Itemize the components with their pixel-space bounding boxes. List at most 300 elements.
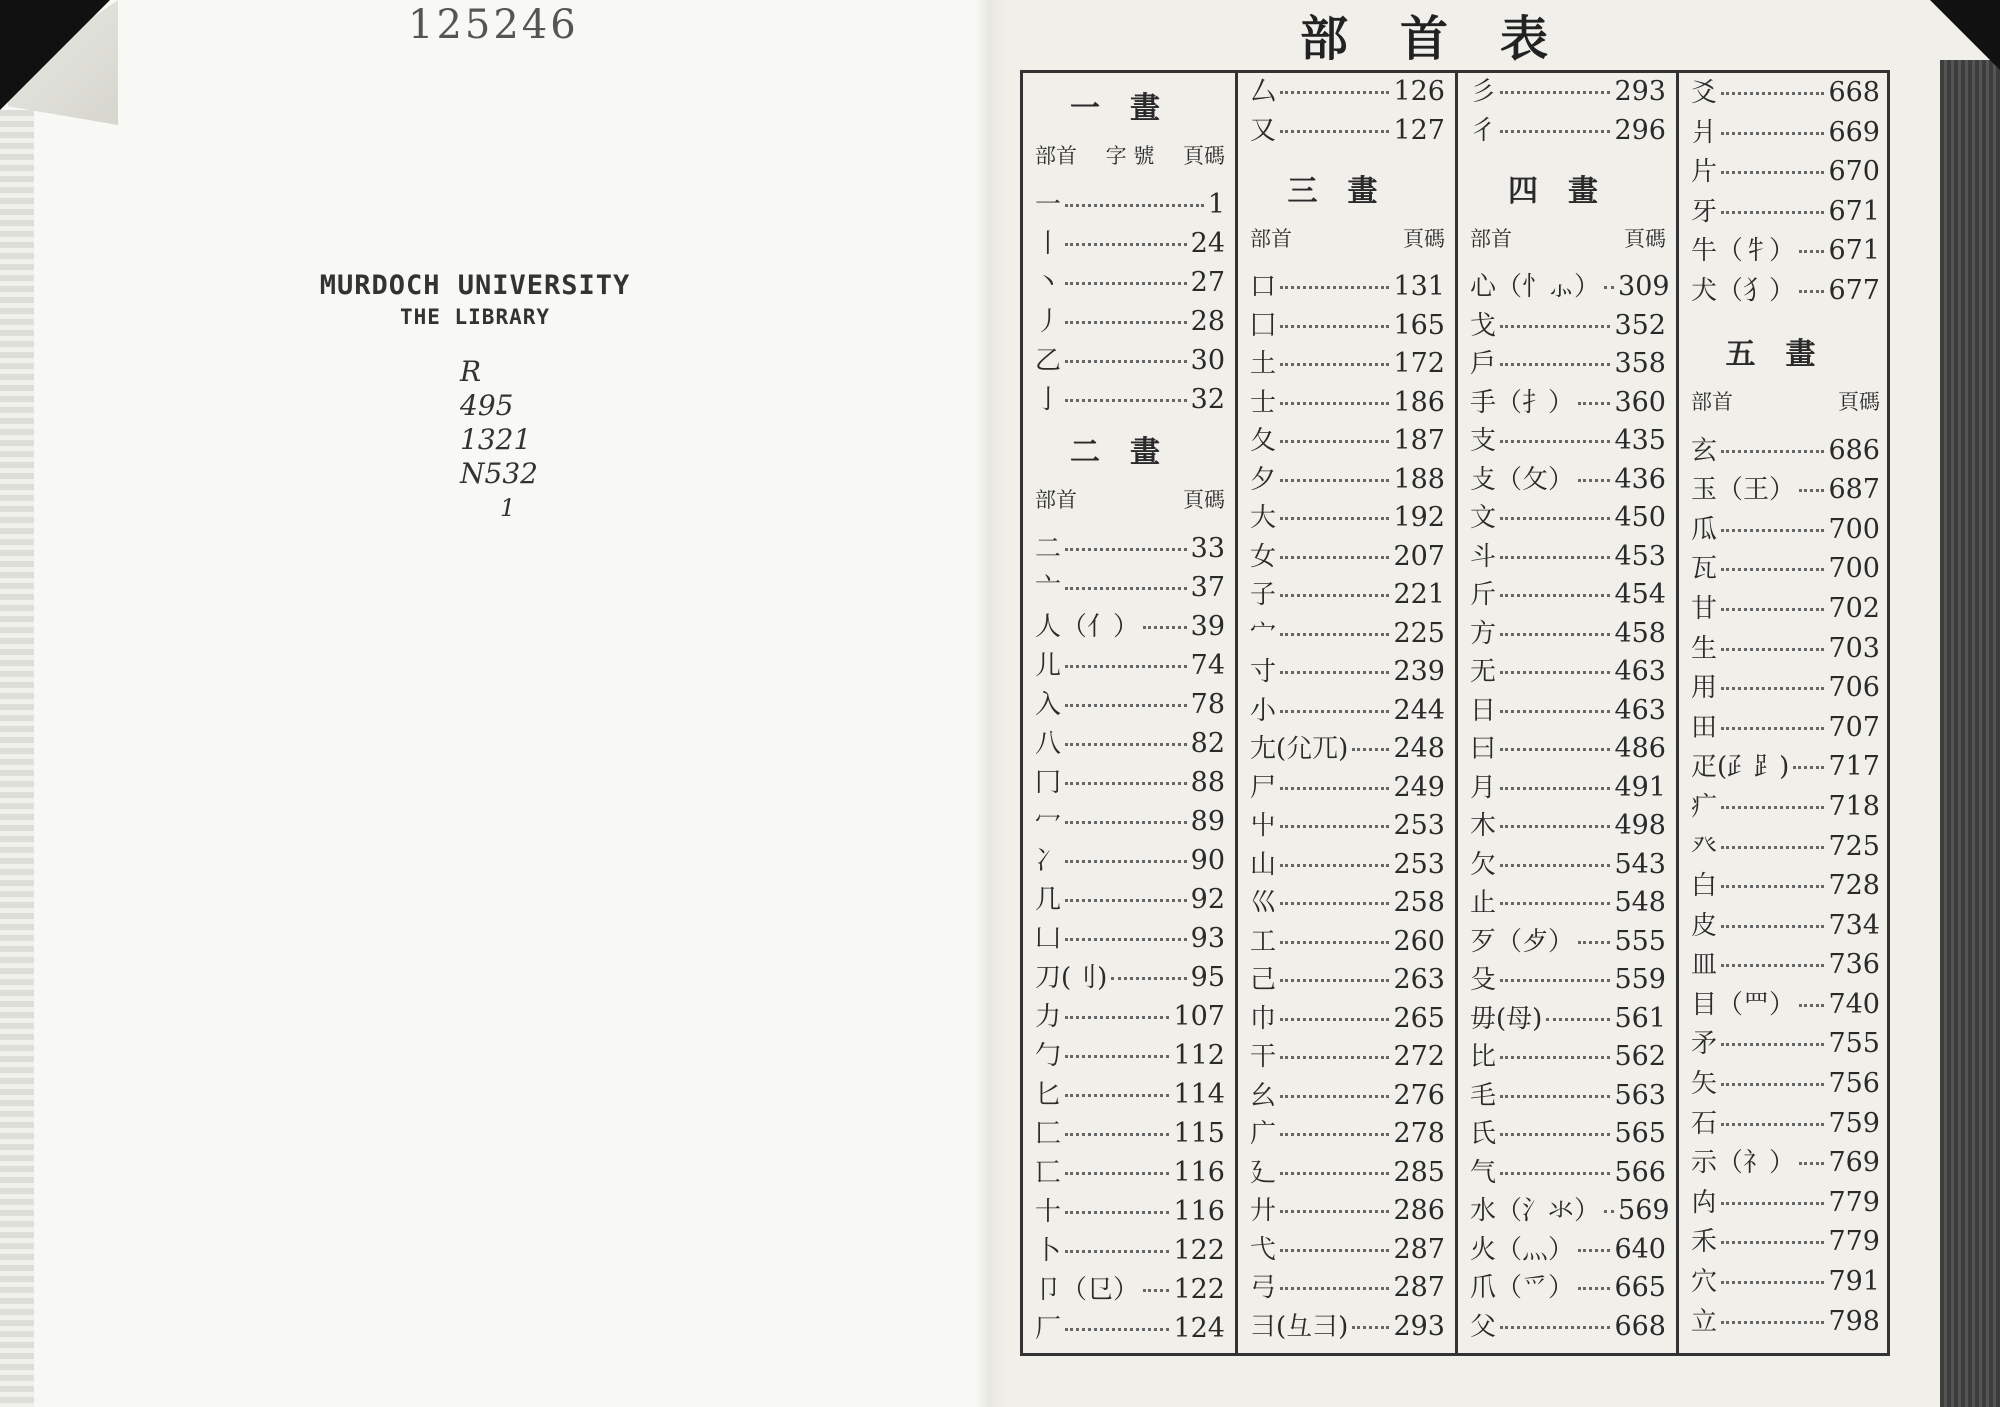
dot-leader bbox=[1721, 529, 1824, 532]
dot-leader bbox=[1500, 130, 1610, 133]
page-number: 207 bbox=[1393, 540, 1445, 572]
radical-entry bbox=[1691, 945, 1880, 985]
dot-leader bbox=[1065, 821, 1187, 824]
page-number: 555 bbox=[1614, 925, 1666, 957]
dot-leader bbox=[1143, 1289, 1169, 1292]
dot-leader bbox=[1578, 1249, 1610, 1252]
page-number: 665 bbox=[1614, 1272, 1666, 1303]
page-number: 39 bbox=[1190, 611, 1225, 642]
radical-entry bbox=[1691, 708, 1880, 748]
radical-entry bbox=[1035, 1153, 1225, 1192]
page-number: 566 bbox=[1614, 1156, 1666, 1188]
radical-entry bbox=[1250, 615, 1445, 654]
page-number: 192 bbox=[1393, 502, 1445, 533]
radical: 弋 bbox=[1250, 1234, 1277, 1265]
radical: 入 bbox=[1035, 690, 1062, 720]
page-number: 707 bbox=[1828, 711, 1880, 743]
page-number: 703 bbox=[1828, 632, 1880, 664]
page-number: 435 bbox=[1614, 425, 1666, 456]
radical-entry bbox=[1470, 1038, 1666, 1077]
radical-entry bbox=[1035, 1231, 1225, 1270]
accession-number-stamp: 125246 bbox=[408, 2, 579, 48]
radical-entry bbox=[1250, 923, 1445, 962]
radical-entry bbox=[1470, 307, 1666, 346]
page-number: 779 bbox=[1828, 1186, 1880, 1218]
page-number: 122 bbox=[1173, 1274, 1225, 1305]
scan-corner bbox=[0, 0, 110, 110]
page-number: 559 bbox=[1614, 964, 1666, 995]
radical: 方 bbox=[1470, 618, 1497, 649]
radical-entry bbox=[1691, 1024, 1880, 1064]
radical-entry bbox=[1691, 431, 1880, 471]
dot-leader bbox=[1065, 1211, 1169, 1214]
radical-entry bbox=[1250, 1000, 1445, 1039]
radical: 牛（牜） bbox=[1691, 236, 1796, 267]
page-number: 436 bbox=[1614, 463, 1666, 495]
page-number: 562 bbox=[1614, 1041, 1666, 1072]
page-number: 244 bbox=[1393, 694, 1445, 726]
dot-leader bbox=[1280, 979, 1389, 982]
dot-leader bbox=[1500, 325, 1610, 328]
dot-leader bbox=[1352, 748, 1389, 751]
radical: 无 bbox=[1470, 657, 1497, 687]
radical-entry bbox=[1470, 1269, 1666, 1308]
dot-leader bbox=[1799, 290, 1824, 293]
page-number: 33 bbox=[1190, 533, 1225, 564]
radical-entry bbox=[1691, 113, 1880, 153]
page-number: 249 bbox=[1393, 771, 1445, 803]
radical-entry bbox=[1470, 112, 1666, 151]
call-number-line: N532 bbox=[460, 457, 538, 490]
radical-entry bbox=[1470, 923, 1666, 962]
page-number: 78 bbox=[1190, 689, 1225, 720]
page-number: 127 bbox=[1393, 114, 1445, 146]
page-gutter bbox=[975, 0, 1005, 1407]
radical: 亅 bbox=[1035, 385, 1062, 415]
radical: 木 bbox=[1470, 811, 1497, 841]
radical: 矢 bbox=[1691, 1069, 1718, 1100]
radical: 干 bbox=[1250, 1042, 1277, 1072]
radical: 巛 bbox=[1250, 888, 1277, 918]
radical: 士 bbox=[1250, 387, 1277, 418]
column-header: 部首 bbox=[1035, 144, 1077, 168]
radical: 牙 bbox=[1691, 196, 1718, 227]
radical: 囗 bbox=[1250, 310, 1277, 341]
dot-leader bbox=[1578, 1287, 1610, 1290]
column-header: 部首 bbox=[1691, 389, 1733, 414]
radical: 己 bbox=[1250, 965, 1277, 995]
dot-leader bbox=[1065, 548, 1187, 551]
radical-entry bbox=[1691, 470, 1880, 510]
dot-leader bbox=[1500, 1095, 1610, 1098]
radical-entry bbox=[1470, 1231, 1666, 1270]
page-number: 263 bbox=[1393, 964, 1445, 995]
radical: 父 bbox=[1470, 1311, 1497, 1342]
dot-leader bbox=[1280, 787, 1389, 790]
page-number: 725 bbox=[1828, 830, 1880, 862]
radical-entry bbox=[1691, 510, 1880, 550]
radical: 犬（犭） bbox=[1691, 275, 1796, 306]
page-number: 126 bbox=[1393, 76, 1445, 107]
dot-leader bbox=[1721, 1202, 1824, 1205]
radical-entry bbox=[1250, 576, 1445, 615]
column-header: 字 號 bbox=[1105, 144, 1155, 168]
page-number: 28 bbox=[1190, 306, 1225, 337]
radical: 幺 bbox=[1250, 1080, 1277, 1111]
dot-leader bbox=[1280, 325, 1389, 328]
dot-leader bbox=[1500, 864, 1610, 867]
dot-leader bbox=[1280, 941, 1389, 944]
radical: 山 bbox=[1250, 849, 1277, 880]
radical: 夕 bbox=[1250, 464, 1277, 495]
radical-entry bbox=[1470, 345, 1666, 384]
radical-entry bbox=[1250, 1269, 1445, 1308]
radical: 丿 bbox=[1035, 307, 1062, 337]
radical-entry bbox=[1691, 906, 1880, 946]
radical: 白 bbox=[1691, 871, 1718, 902]
radical-entry bbox=[1035, 607, 1225, 646]
page-number: 172 bbox=[1393, 348, 1445, 379]
page-number: 779 bbox=[1828, 1226, 1880, 1258]
page-number: 454 bbox=[1614, 579, 1666, 610]
radical-entry bbox=[1035, 1036, 1225, 1075]
page-number: 248 bbox=[1393, 733, 1445, 764]
radical-entry bbox=[1035, 1309, 1225, 1348]
table-column bbox=[1235, 73, 1455, 1353]
radical-entry bbox=[1250, 730, 1445, 769]
radical: 彳 bbox=[1470, 115, 1497, 146]
page-number: 463 bbox=[1614, 656, 1666, 687]
radical-entry bbox=[1250, 846, 1445, 885]
radical-entry bbox=[1691, 1064, 1880, 1104]
radical: 宀 bbox=[1250, 618, 1277, 649]
radical-entry bbox=[1470, 384, 1666, 423]
radical-entry bbox=[1470, 769, 1666, 808]
radical-entry bbox=[1470, 653, 1666, 692]
radical-entry bbox=[1035, 685, 1225, 724]
radical-entry bbox=[1470, 807, 1666, 846]
radical: 又 bbox=[1250, 115, 1277, 146]
page-number: 296 bbox=[1614, 114, 1666, 146]
dot-leader bbox=[1721, 92, 1824, 95]
radical-entry bbox=[1470, 422, 1666, 461]
column-header-row bbox=[1035, 137, 1225, 175]
page-number: 165 bbox=[1393, 309, 1445, 341]
page-number: 309 bbox=[1618, 271, 1670, 302]
radical: 歹（歺） bbox=[1470, 926, 1575, 957]
page-number: 88 bbox=[1190, 767, 1225, 798]
radical: 止 bbox=[1470, 888, 1497, 918]
dot-leader bbox=[1280, 363, 1389, 366]
scan-corner bbox=[1930, 0, 2000, 70]
radical-entry bbox=[1035, 841, 1225, 880]
dot-leader bbox=[1065, 282, 1187, 285]
radical-entry bbox=[1691, 668, 1880, 708]
call-number-line: 495 bbox=[460, 389, 514, 422]
stroke-section bbox=[1250, 164, 1445, 1346]
page-number: 670 bbox=[1828, 156, 1880, 188]
dot-leader bbox=[1280, 1056, 1389, 1059]
radical-entry bbox=[1035, 568, 1225, 607]
table-column bbox=[1023, 73, 1235, 1353]
newspaper-edge bbox=[0, 110, 34, 1407]
radical-entry bbox=[1035, 763, 1225, 802]
dot-leader bbox=[1500, 748, 1610, 751]
radical: 殳 bbox=[1470, 965, 1497, 995]
dot-leader bbox=[1280, 1133, 1389, 1136]
dot-leader bbox=[1065, 1133, 1169, 1136]
radical-entry bbox=[1470, 730, 1666, 769]
radical: 欠 bbox=[1470, 849, 1497, 880]
page-number: 686 bbox=[1828, 434, 1880, 466]
page-number: 92 bbox=[1190, 884, 1225, 915]
dot-leader bbox=[1280, 91, 1389, 94]
dot-leader bbox=[1280, 479, 1389, 482]
radical-entry bbox=[1691, 1262, 1880, 1302]
dot-leader bbox=[1721, 568, 1824, 571]
page-number: 90 bbox=[1190, 845, 1225, 876]
call-number-line: 1321 bbox=[460, 423, 532, 456]
radical-entry bbox=[1250, 769, 1445, 808]
radical: 小 bbox=[1250, 695, 1277, 726]
dot-leader bbox=[1065, 860, 1187, 863]
page-number: 124 bbox=[1173, 1313, 1225, 1344]
dot-leader bbox=[1721, 964, 1824, 967]
page-number: 276 bbox=[1393, 1079, 1445, 1111]
page-number: 74 bbox=[1190, 650, 1225, 681]
radical-entry bbox=[1691, 1302, 1880, 1342]
page-number: 706 bbox=[1828, 672, 1880, 704]
radical: 刀(刂) bbox=[1035, 963, 1108, 993]
radical: 手（扌） bbox=[1470, 387, 1575, 418]
radical: 大 bbox=[1250, 503, 1277, 533]
dot-leader bbox=[1065, 1055, 1169, 1058]
page-number: 734 bbox=[1828, 909, 1880, 941]
column-header: 頁碼 bbox=[1838, 389, 1880, 414]
radical: 卜 bbox=[1035, 1236, 1062, 1266]
radical-entry bbox=[1691, 152, 1880, 192]
dot-leader bbox=[1280, 402, 1389, 405]
radical: 乙 bbox=[1035, 346, 1062, 376]
stroke-count-heading: 一畫 bbox=[1070, 91, 1190, 126]
radical: 心（忄⺗） bbox=[1470, 272, 1601, 302]
radical-entry bbox=[1691, 271, 1880, 311]
page-number: 668 bbox=[1828, 77, 1880, 108]
dot-leader bbox=[1065, 1016, 1169, 1019]
dot-leader bbox=[1500, 1326, 1610, 1329]
page-number: 287 bbox=[1393, 1233, 1445, 1265]
radical-entry bbox=[1035, 341, 1225, 380]
dot-leader bbox=[1799, 250, 1824, 253]
radical: 攴（攵） bbox=[1470, 464, 1575, 495]
radical-entry bbox=[1250, 499, 1445, 538]
radical: 匚 bbox=[1035, 1119, 1062, 1149]
page-number: 548 bbox=[1614, 887, 1666, 918]
page-number: 756 bbox=[1828, 1068, 1880, 1100]
radical-entry bbox=[1470, 1308, 1666, 1347]
radical-entry bbox=[1470, 1154, 1666, 1193]
radical: 丶 bbox=[1035, 268, 1062, 298]
radical: 用 bbox=[1691, 673, 1718, 704]
table-column bbox=[1455, 73, 1676, 1353]
column-header-row bbox=[1470, 220, 1666, 258]
radical: 勹 bbox=[1035, 1041, 1062, 1071]
stroke-section bbox=[1035, 425, 1225, 1348]
page-number: 702 bbox=[1828, 592, 1880, 624]
page-number: 82 bbox=[1190, 728, 1225, 759]
radical: 一 bbox=[1035, 190, 1062, 220]
page-number: 677 bbox=[1828, 274, 1880, 306]
dot-leader bbox=[1280, 902, 1389, 905]
dot-leader bbox=[1065, 243, 1187, 246]
dot-leader bbox=[1721, 1241, 1824, 1244]
dot-leader bbox=[1065, 743, 1187, 746]
radical-entry bbox=[1035, 1270, 1225, 1309]
dot-leader bbox=[1604, 286, 1614, 289]
radical-entry bbox=[1470, 961, 1666, 1000]
radical: 支 bbox=[1470, 426, 1497, 456]
dot-leader bbox=[1721, 211, 1824, 214]
stroke-count-heading: 二畫 bbox=[1070, 435, 1190, 470]
stroke-section bbox=[1470, 164, 1670, 1346]
radical-entry bbox=[1250, 1308, 1445, 1347]
radical: 禾 bbox=[1691, 1227, 1718, 1258]
page-number: 458 bbox=[1614, 617, 1666, 649]
radical-entry bbox=[1250, 112, 1445, 151]
page-number: 769 bbox=[1828, 1147, 1880, 1179]
page-number: 668 bbox=[1614, 1310, 1666, 1342]
dot-leader bbox=[1500, 363, 1610, 366]
radical-entry bbox=[1250, 653, 1445, 692]
column-header-row bbox=[1035, 481, 1225, 519]
dot-leader bbox=[1799, 489, 1824, 492]
radical-entry bbox=[1035, 880, 1225, 919]
page-number: 131 bbox=[1393, 271, 1445, 302]
dot-leader bbox=[1500, 787, 1610, 790]
page-number: 89 bbox=[1190, 806, 1225, 837]
radical: 匕 bbox=[1035, 1080, 1062, 1110]
radical-entry bbox=[1470, 615, 1666, 654]
dot-leader bbox=[1721, 450, 1824, 453]
page-number: 287 bbox=[1393, 1272, 1445, 1303]
page-number: 37 bbox=[1190, 572, 1225, 603]
radical: 屮 bbox=[1250, 811, 1277, 841]
dot-leader bbox=[1065, 1172, 1169, 1175]
dot-leader bbox=[1721, 1083, 1824, 1086]
stroke-section bbox=[1250, 73, 1445, 150]
radical-entry bbox=[1691, 1222, 1880, 1262]
dot-leader bbox=[1352, 1326, 1389, 1329]
dot-leader bbox=[1280, 1095, 1389, 1098]
page-number: 565 bbox=[1614, 1118, 1666, 1149]
column-header: 部首 bbox=[1250, 227, 1292, 251]
radical: 厂 bbox=[1035, 1314, 1062, 1344]
radical: 月 bbox=[1470, 772, 1497, 803]
radical-entry bbox=[1250, 73, 1445, 112]
radical: 凵 bbox=[1035, 924, 1062, 954]
dot-leader bbox=[1065, 782, 1187, 785]
dot-leader bbox=[1721, 687, 1824, 690]
dot-leader bbox=[1500, 1172, 1610, 1175]
radical-entry bbox=[1250, 961, 1445, 1000]
dot-leader bbox=[1721, 648, 1824, 651]
page-number: 253 bbox=[1393, 848, 1445, 880]
page-number: 258 bbox=[1393, 887, 1445, 918]
page-number: 286 bbox=[1393, 1195, 1445, 1226]
page-number: 24 bbox=[1190, 228, 1225, 259]
column-header: 頁碼 bbox=[1183, 144, 1225, 168]
radical-entry bbox=[1470, 73, 1666, 112]
page-number: 463 bbox=[1614, 694, 1666, 726]
call-number-line: R bbox=[460, 355, 482, 388]
radical-entry bbox=[1035, 724, 1225, 763]
stroke-count-heading: 五畫 bbox=[1725, 336, 1846, 372]
radical: 彐(彑⺕) bbox=[1250, 1311, 1349, 1342]
page-number: 116 bbox=[1173, 1196, 1225, 1227]
radical: 人（亻） bbox=[1035, 612, 1140, 642]
radical-entry bbox=[1250, 692, 1445, 731]
radical-entry bbox=[1250, 1038, 1445, 1077]
dot-leader bbox=[1280, 1249, 1389, 1252]
page-number: 221 bbox=[1393, 579, 1445, 610]
radical: 气 bbox=[1470, 1157, 1497, 1188]
radical-entry bbox=[1691, 985, 1880, 1025]
radical-entry bbox=[1250, 1192, 1445, 1231]
radical: 戈 bbox=[1470, 310, 1497, 341]
radical: 冫 bbox=[1035, 846, 1062, 876]
radical: 厶 bbox=[1250, 77, 1277, 107]
radical: 夂 bbox=[1250, 426, 1277, 456]
radical: 冖 bbox=[1035, 807, 1062, 837]
radical-entry bbox=[1035, 302, 1225, 341]
dot-leader bbox=[1546, 1018, 1610, 1021]
page-number: 717 bbox=[1828, 751, 1880, 783]
page-number: 93 bbox=[1190, 923, 1225, 954]
page-number: 755 bbox=[1828, 1028, 1880, 1060]
library-stamp-line1: MURDOCH UNIVERSITY bbox=[319, 270, 631, 301]
dot-leader bbox=[1500, 633, 1610, 636]
radical: 丨 bbox=[1035, 229, 1062, 259]
page-number: 759 bbox=[1828, 1107, 1880, 1139]
radical: 卩（㔾） bbox=[1035, 1275, 1140, 1305]
dot-leader bbox=[1280, 710, 1389, 713]
column-header: 頁碼 bbox=[1624, 227, 1666, 251]
dot-leader bbox=[1721, 132, 1824, 135]
dot-leader bbox=[1721, 1123, 1824, 1126]
page-number: 293 bbox=[1614, 76, 1666, 107]
dot-leader bbox=[1604, 1210, 1614, 1213]
column-header-row bbox=[1250, 220, 1445, 258]
radical-entry bbox=[1250, 1077, 1445, 1116]
dot-leader bbox=[1500, 902, 1610, 905]
radical-entry bbox=[1691, 589, 1880, 629]
radical: 疒 bbox=[1691, 791, 1718, 822]
radical-entry bbox=[1691, 1143, 1880, 1183]
radical-index-table bbox=[1020, 70, 1890, 1356]
radical-entry bbox=[1035, 224, 1225, 263]
radical: 斗 bbox=[1470, 541, 1497, 572]
radical: 廾 bbox=[1250, 1196, 1277, 1226]
page-number: 543 bbox=[1614, 848, 1666, 880]
dot-leader bbox=[1500, 671, 1610, 674]
page-number: 498 bbox=[1614, 810, 1666, 841]
radical: 尸 bbox=[1250, 772, 1277, 803]
radical: 皿 bbox=[1691, 950, 1718, 981]
page-number: 265 bbox=[1393, 1002, 1445, 1034]
dot-leader bbox=[1280, 1287, 1389, 1290]
page-number: 293 bbox=[1393, 1310, 1445, 1342]
radical: 力 bbox=[1035, 1002, 1062, 1032]
